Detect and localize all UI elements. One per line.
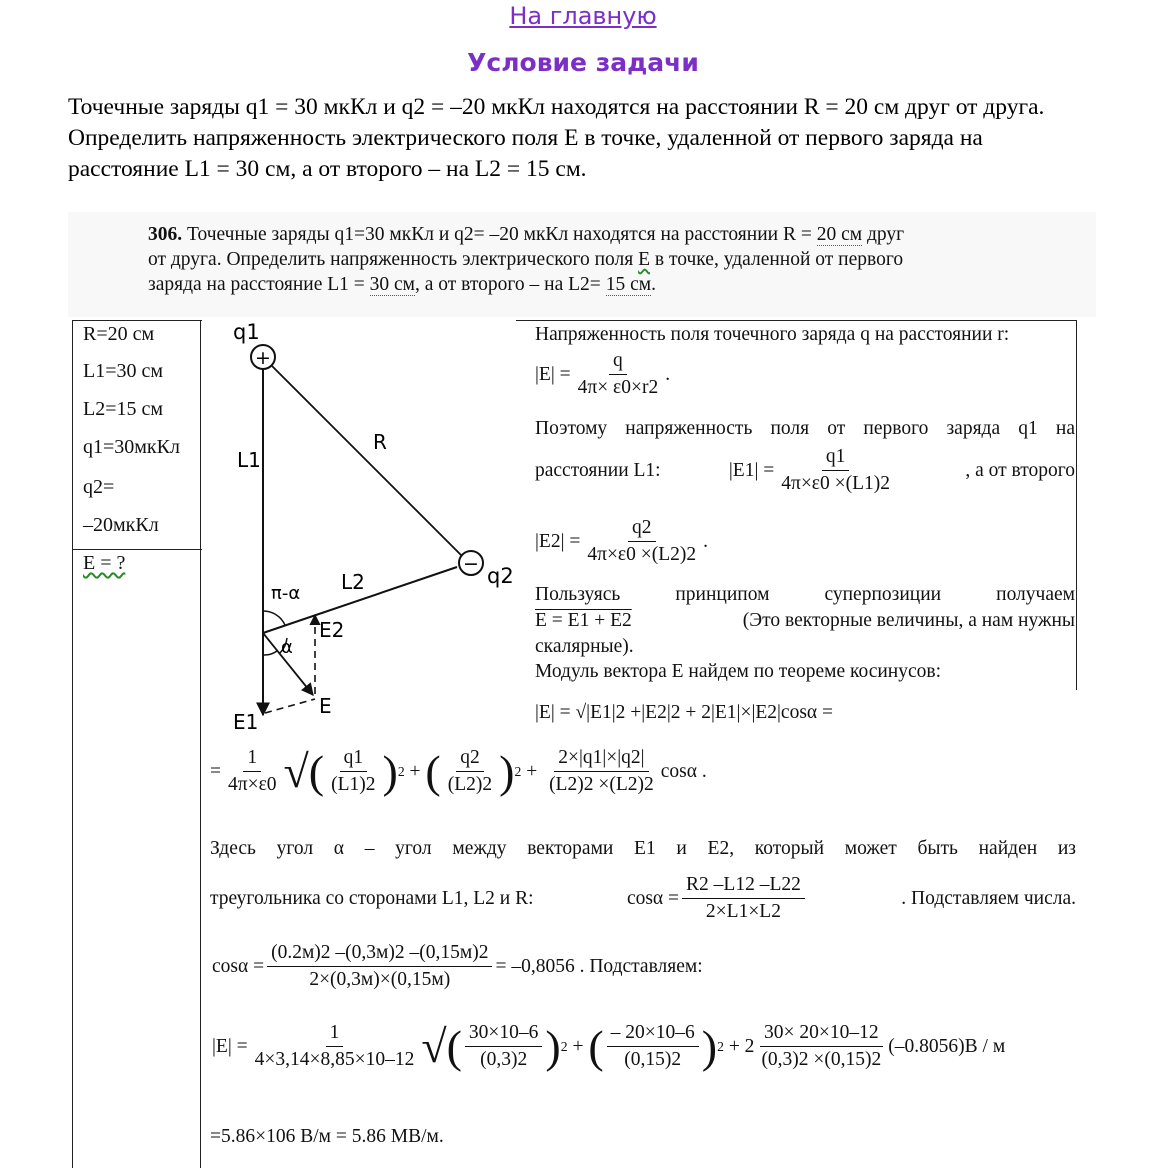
given-item: R=20 см — [83, 323, 155, 345]
given-item: –20мкКл — [83, 514, 159, 536]
sol-line-2: Поэтому напряженность поля от первого заряда q1 на — [535, 418, 1075, 439]
problem-number: 306. — [148, 224, 183, 245]
charge-q1-sign: + — [255, 347, 271, 369]
formula-e2: |E2| = $\frac{q2}{4\pi\times\varepsilon 0 \times(L2)2}$ . — [535, 517, 709, 565]
final-result: =5.86×106 В/м = 5.86 МВ/м. — [210, 1126, 444, 1147]
given-left-border — [72, 320, 73, 1168]
vector-e-dashed — [265, 699, 315, 713]
label-r: R — [373, 430, 387, 454]
charges-diagram — [205, 315, 525, 740]
formula-e: |E| = $\frac{q}{4\pi\times \varepsilon 0\times r2}$ . — [535, 350, 671, 398]
sol-line-5: E = E1 + E2 (Это векторные величины, а нам нужны — [535, 610, 1075, 631]
home-link[interactable]: На главную — [509, 2, 657, 30]
label-l1: L1 — [237, 448, 261, 472]
sol-line-4: Пользуясь принципом суперпозиции получаем — [535, 584, 1075, 605]
formula-e-expanded: = $\frac{1}{4\pi\times\varepsilon 0}$ √( $\frac{q1}{(L1)2}$ ) 2 + ( $\frac{q2}{(L2)2}$ ) 2 + $\frac{2\times|q1|\times|q2|}{(L2)2 \times(L2)2}$ cosα . — [210, 745, 707, 797]
solution-right-border — [1076, 320, 1077, 690]
given-top-border — [72, 320, 202, 321]
label-alpha: α — [281, 637, 293, 658]
formula-cos-alpha: треугольника со сторонами L1, L2 и R: cosα = $\frac{R2 -L12 -L22}{2\times L1\times L2}$ . Подставляем числа. — [210, 874, 1076, 922]
given-item: q1=30мкКл — [83, 436, 180, 458]
given-item: q2= — [83, 476, 115, 498]
scan-problem-line-2: от друга. Определить напряженность электрического поля E в точке, удаленной от первого — [148, 249, 904, 270]
given-right-border — [200, 320, 201, 1168]
label-pi-alpha: π-α — [271, 583, 301, 604]
given-item: L2=15 см — [83, 398, 164, 420]
sol-line-7: Модуль вектора E найдем по теореме косинусов: — [535, 661, 942, 682]
problem-statement: Точечные заряды q1 = 30 мкКл и q2 = –20 мкКл находятся на расстоянии R = 20 см друг от друга. Определить напряженность электрического поля E в точке, удаленной от первого заряда на расстояние L1 = 30 см, а от второго – на L2 = 15 см. — [68, 94, 1045, 182]
sol-line-1: Напряженность поля точечного заряда q на расстоянии r: — [535, 324, 1010, 345]
sol-line-6: скалярные). — [535, 636, 634, 657]
label-l2: L2 — [341, 570, 365, 594]
label-e1: E1 — [233, 710, 259, 734]
formula-cos-numeric: cosα = $\frac{(0.2м)2 -(0,3м)2 -(0,15м)2}{2\times(0,3м)\times(0,15м)}$ = –0,8056 . Подставляем: — [212, 942, 703, 990]
given-item: L1=30 см — [83, 360, 164, 382]
label-q2: q2 — [487, 564, 514, 588]
solution-top-border — [516, 320, 1076, 321]
scan-problem-line-1: 306. Точечные заряды q1=30 мкКл и q2= –20 мкКл находятся на расстоянии R = 20 см друг — [148, 224, 905, 245]
given-find-divider — [72, 549, 202, 550]
sol-line-9: Здесь угол α – угол между векторами E1 и E2, который может быть найден из — [210, 838, 1076, 859]
charge-q2-sign: − — [463, 553, 479, 575]
label-q1: q1 — [233, 320, 260, 344]
formula-e1: расстоянии L1: |E1| = $\frac{q1}{4\pi\times\varepsilon 0 \times(L1)2}$ , а от второго — [535, 446, 1075, 494]
label-e2: E2 — [319, 618, 345, 642]
formula-e-numeric: |E| = $\frac{1}{4\times 3,14\times 8,85\times 10-12}$ √( $\frac{30\times 10-6}{(0,3)2}$ ) 2 + ( $\frac{- 20\times 10-6}{(0,15)2}$ ) 2 + 2 $\frac{30\times 20\times 10-12}{(0,3)2 \times(0,15)2}$ (–0.8056)В / м — [212, 1020, 1006, 1072]
page-title: Условие задачи — [467, 48, 699, 77]
find-label: E = ? — [83, 552, 126, 574]
label-e: E — [319, 694, 332, 718]
formula-cosine: |E| = √|E1|2 +|E2|2 + 2|E1|×|E2|cosα = — [535, 702, 833, 723]
scan-problem-line-3: заряда на расстояние L1 = 30 см, а от второго – на L2= 15 см. — [148, 274, 656, 295]
side-r — [271, 365, 461, 555]
angle-pi-alpha-arc — [263, 611, 285, 625]
